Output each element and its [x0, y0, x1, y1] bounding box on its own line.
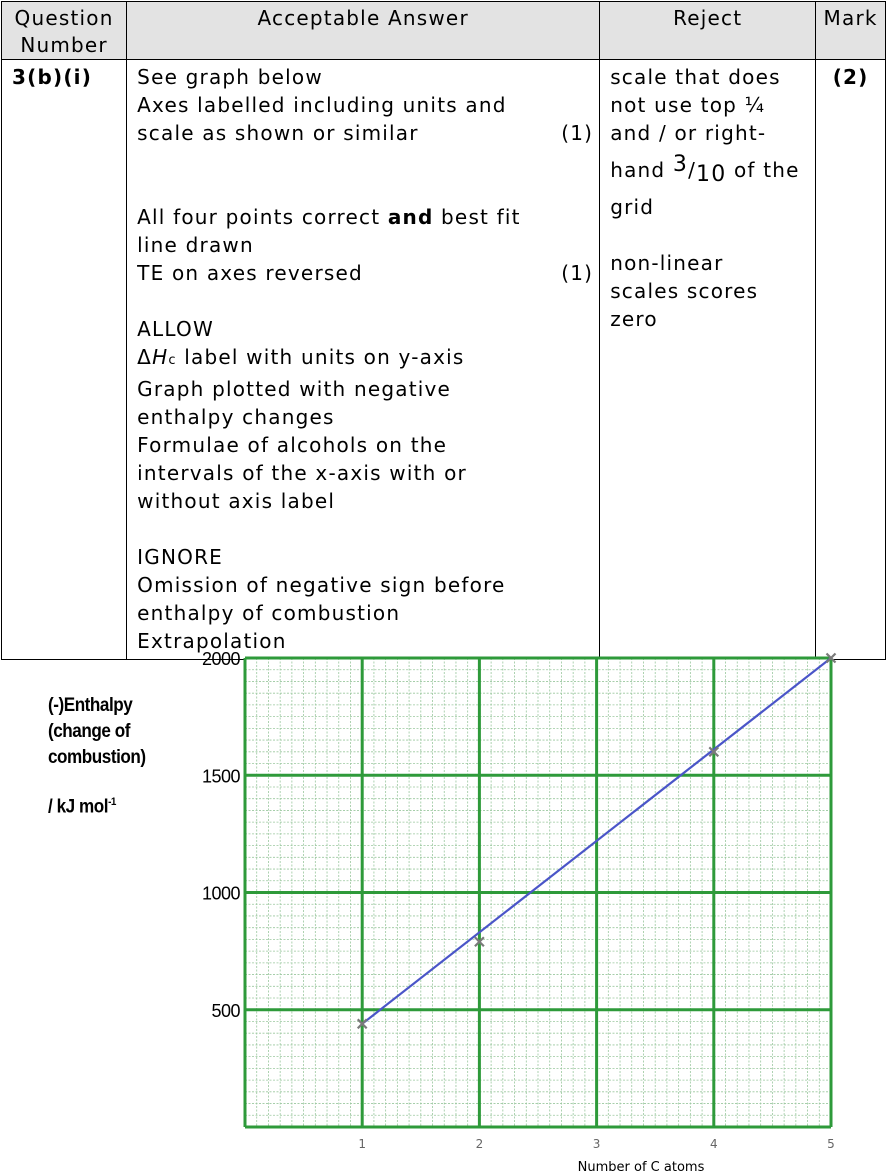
y-tick-label: 1500 — [201, 766, 240, 787]
reject-line: grid — [610, 195, 655, 219]
reject-cell — [600, 60, 816, 660]
mark-value: (2) — [816, 60, 886, 660]
y-axis-label-line: combustion) — [48, 747, 146, 768]
answer-text: label with units on y-axis — [176, 345, 465, 369]
ignore-line: enthalpy of combustion — [137, 601, 401, 625]
mark-scheme-table — [1, 1, 886, 660]
fraction-denominator: 10 — [696, 162, 727, 187]
reject-line — [610, 147, 805, 193]
y-tick-label: 1000 — [201, 883, 240, 904]
answer-row — [2, 60, 886, 660]
allow-line: Graph plotted with negative — [137, 377, 452, 401]
answer-bold-and: and — [387, 205, 434, 229]
question-number: 3(b)(i) — [2, 60, 127, 660]
answer-text: best fit — [433, 205, 521, 229]
c-subscript: c — [168, 353, 177, 368]
reject-text: hand — [610, 158, 673, 182]
h-symbol: H — [152, 345, 169, 369]
x-tick-label: 2 — [475, 1137, 484, 1151]
answer-mark: (1) — [561, 261, 594, 285]
reject-text: of the — [726, 158, 800, 182]
allow-heading: ALLOW — [137, 317, 214, 341]
allow-line: intervals of the x-axis with or — [137, 461, 467, 485]
x-axis-label: Number of C atoms — [577, 1160, 705, 1172]
ignore-line: Extrapolation — [137, 629, 287, 653]
x-tick-label: 1 — [358, 1137, 367, 1151]
answer-text: TE on axes reversed — [137, 261, 363, 285]
answer-text: All four points correct — [137, 205, 388, 229]
ignore-line: Omission of negative sign before — [137, 573, 506, 597]
y-axis-unit-superscript: -1 — [108, 796, 116, 808]
enthalpy-graph — [0, 645, 887, 1172]
allow-line — [137, 343, 589, 375]
allow-line: enthalpy changes — [137, 405, 335, 429]
fraction-slash: / — [688, 158, 697, 182]
answer-line: Axes labelled including units and — [137, 93, 507, 117]
answer-line: See graph below — [137, 65, 323, 89]
reject-line: not use top ¼ — [610, 93, 766, 117]
y-axis-label-line: (-)Enthalpy — [48, 695, 133, 716]
y-axis-unit-text: / kJ mol — [48, 796, 109, 818]
delta-symbol: Δ — [137, 345, 153, 369]
answer-line — [137, 203, 589, 231]
answer-line: line drawn — [137, 233, 254, 257]
fraction-numerator: 3 — [672, 152, 689, 177]
reject-line: scale that does — [610, 65, 781, 89]
y-tick-label: 500 — [211, 1000, 240, 1021]
answer-line — [137, 259, 594, 287]
acceptable-answer-cell — [127, 60, 600, 660]
allow-line: Formulae of alcohols on the — [137, 433, 448, 457]
header-question-line1: Question — [14, 6, 114, 30]
reject-line: and / or right- — [610, 121, 767, 145]
header-question-line2: Number — [20, 33, 108, 57]
header-acceptable-answer: Acceptable Answer — [127, 2, 600, 60]
x-tick-label: 4 — [709, 1137, 718, 1151]
x-tick-label: 5 — [827, 1137, 835, 1151]
y-axis-label-line: (change of — [48, 721, 130, 742]
x-tick-label: 3 — [592, 1137, 601, 1151]
header-row — [2, 2, 886, 60]
header-question-number — [2, 2, 127, 60]
ignore-heading: IGNORE — [137, 545, 224, 569]
answer-line — [137, 119, 594, 147]
header-mark: Mark — [816, 2, 886, 60]
answer-mark: (1) — [561, 121, 594, 145]
header-reject: Reject — [600, 2, 816, 60]
answer-text: scale as shown or similar — [137, 121, 419, 145]
reject-line: non-linear — [610, 251, 724, 275]
allow-line: without axis label — [137, 489, 336, 513]
reject-line: zero — [610, 307, 658, 331]
reject-line: scales scores — [610, 279, 759, 303]
y-tick-label: 2000 — [201, 649, 240, 669]
